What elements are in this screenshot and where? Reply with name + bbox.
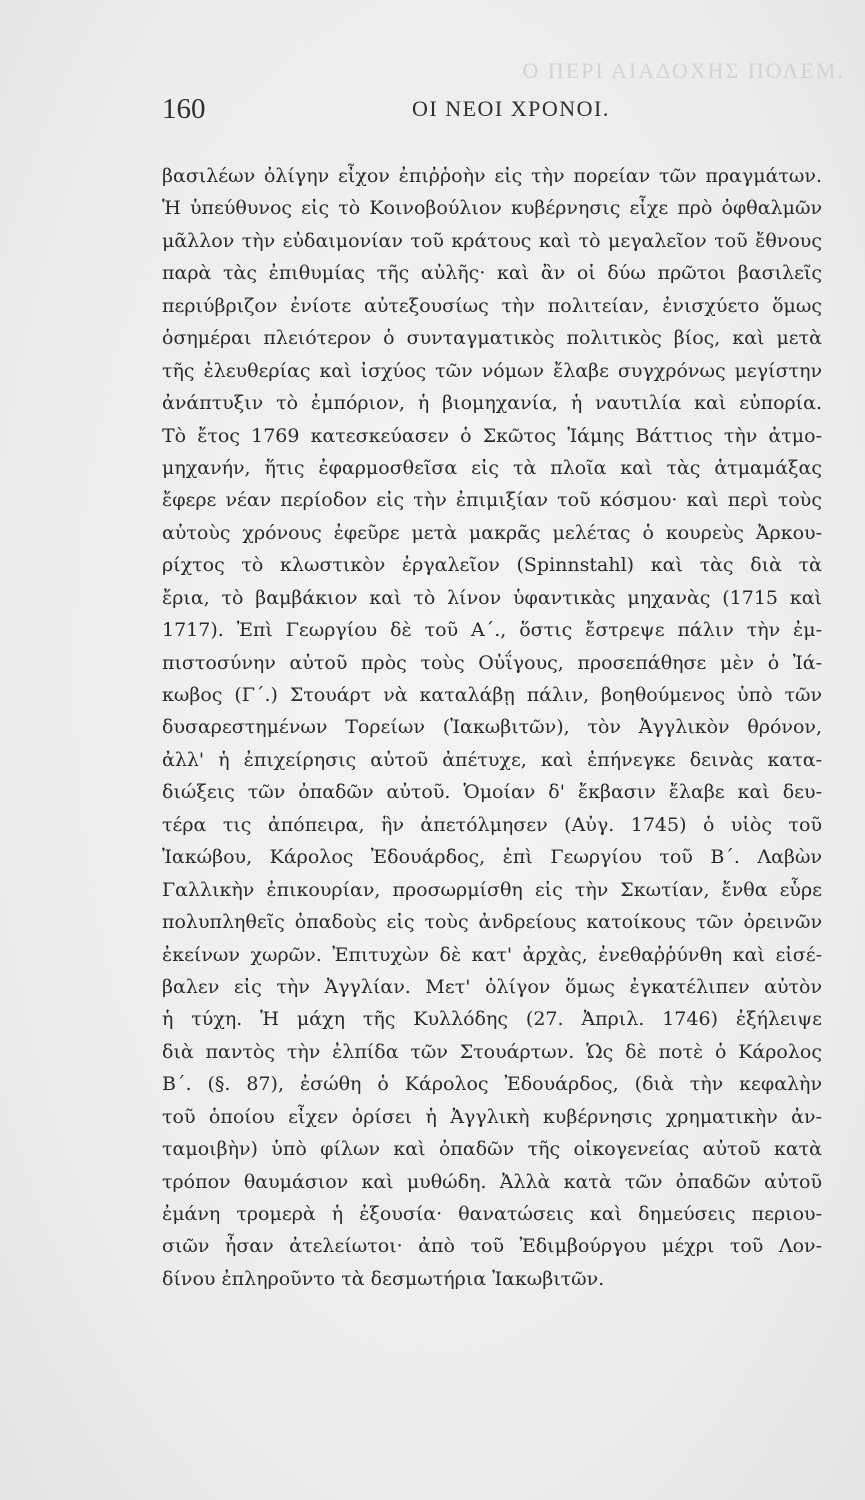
text-line: διώξεις τῶν ὀπαδῶν αὐτοῦ. Ὁμοίαν δ' ἔκβασιν ἔλαβε καὶ δευ- [162,781,822,804]
text-line: μηχανήν, ἥτις ἐφαρμοσθεῖσα εἰς τὰ πλοῖα καὶ τὰς ἁτμαμάξας [162,456,822,479]
running-title: ΟΙ ΝΕΟΙ ΧΡΟΝΟΙ. [412,96,610,121]
text-line: ὁσημέραι πλειότερον ὁ συνταγματικὸς πολιτικὸς βίος, καὶ μετὰ [162,327,822,350]
text-line: ἐμάνη τρομερὰ ἡ ἐξουσία· θανατώσεις καὶ δημεύσεις περιου- [162,1203,822,1225]
text-line: Ἡ ὑπεύθυνος εἰς τὸ Κοινοβούλιον κυβέρνησις εἶχε πρὸ ὀφθαλμῶν [162,197,822,220]
text-line: κωβος (Γ΄.) Στουάρτ νὰ καταλάβῃ πάλιν, βοηθούμενος ὑπὸ τῶν [162,684,822,706]
text-line: ἀνάπτυξιν τὸ ἐμπόριον, ἡ βιομηχανία, ἡ ναυτιλία καὶ εὐπορία. [162,392,822,415]
text-line: δίνου ἐπληροῦντο τὰ δεσμωτήρια Ἰακωβιτῶν. [162,1267,605,1290]
text-line: τρόπον θαυμάσιον καὶ μυθώδη. Ἀλλὰ κατὰ τῶν ὀπαδῶν αὐτοῦ [162,1170,822,1193]
text-line: αὐτοὺς χρόνους ἐφεῦρε μετὰ μακρᾶς μελέτας ὁ κουρεὺς Ἀρκου- [162,521,822,544]
text-line: πολυπληθεῖς ὀπαδοὺς εἰς τοὺς ἀνδρείους κατοίκους τῶν ὀρεινῶν [162,911,822,934]
text-line: περιύβριζον ἐνίοτε αὐτεξουσίως τὴν πολιτείαν, ἐνισχύετο ὅμως [162,294,822,317]
body-text [162,160,822,1295]
text-line: 1717). Ἐπὶ Γεωργίου δὲ τοῦ Α΄., ὅστις ἔστρεψε πάλιν τὴν ἐμ- [162,619,822,642]
text-line: Γαλλικὴν ἐπικουρίαν, προσωρμίσθη εἰς τὴν Σκωτίαν, ἔνθα εὗρε [162,878,822,901]
text-line: σιῶν ἦσαν ἀτελείωτοι· ἀπὸ τοῦ Ἐδιμβούργου μέχρι τοῦ Λον- [162,1235,822,1258]
text-line: βαλεν εἰς τὴν Ἀγγλίαν. Μετ' ὀλίγον ὅμως ἐγκατέλιπεν αὐτὸν [162,975,822,998]
text-line: μᾶλλον τὴν εὐδαιμονίαν τοῦ κράτους καὶ τὸ μεγαλεῖον τοῦ ἔθνους [162,229,822,252]
text-line: παρὰ τὰς ἐπιθυμίας τῆς αὐλῆς· καὶ ἂν οἱ δύω πρῶτοι βασιλεῖς [162,262,822,285]
text-line: βασιλέων ὀλίγην εἶχον ἐπιῤῥοὴν εἰς τὴν πορείαν τῶν πραγμάτων. [162,165,822,187]
text-line: ἀλλ' ἡ ἐπιχείρησις αὐτοῦ ἀπέτυχε, καὶ ἐπήνεγκε δεινὰς κατα- [162,748,822,771]
text-line: πιστοσύνην αὐτοῦ πρὸς τοὺς Οὐΐγους, προσεπάθησε μὲν ὁ Ἰά- [162,651,822,674]
text-line: Ἰακώβου, Κάρολος Ἐδουάρδος, ἐπὶ Γεωργίου τοῦ Β΄. Λαβὼν [162,846,822,869]
page-header [162,93,820,123]
facing-page-bleedthrough: Ο ΠΕΡΙ ΑΙΑΔΟΧΗΣ ΠΟΛΕΜ. [522,58,845,83]
text-line: ἡ τύχη. Ἡ μάχη τῆς Κυλλόδης (27. Ἀπριλ. 1746) ἐξήλειψε [162,1008,822,1031]
text-line: τέρα τις ἀπόπειρα, ἣν ἀπετόλμησεν (Αὐγ. 1745) ὁ υἱὸς τοῦ [162,813,822,836]
page-number: 160 [162,93,206,125]
text-line: διὰ παντὸς τὴν ἐλπίδα τῶν Στουάρτων. Ὡς δὲ ποτὲ ὁ Κάρολος [162,1040,822,1063]
text-line: δυσαρεστημένων Τορείων (Ἰακωβιτῶν), τὸν Ἀγγλικὸν θρόνον, [162,716,822,739]
text-line: ἔφερε νέαν περίοδον εἰς τὴν ἐπιμιξίαν τοῦ κόσμου· καὶ περὶ τοὺς [162,489,822,512]
text-line: Τὸ ἔτος 1769 κατεσκεύασεν ὁ Σκῶτος Ἰάμης Βάττιος τὴν ἀτμο- [162,424,822,447]
text-line: ἐκείνων χωρῶν. Ἐπιτυχὼν δὲ κατ' ἀρχὰς, ἐνεθαῤῥύνθη καὶ εἰσέ- [162,943,822,966]
text-line: τῆς ἐλευθερίας καὶ ἰσχύος τῶν νόμων ἔλαβε συγχρόνως μεγίστην [162,359,822,382]
text-line: ταμοιβὴν) ὑπὸ φίλων καὶ ὀπαδῶν τῆς οἰκογενείας αὐτοῦ κατὰ [162,1138,822,1161]
text-line: ἔρια, τὸ βαμβάκιον καὶ τὸ λίνον ὑφαντικὰς μηχανὰς (1715 καὶ [162,586,822,609]
text-line: Β΄. (§. 87), ἐσώθη ὁ Κάρολος Ἐδουάρδος, (διὰ τὴν κεφαλὴν [162,1073,822,1096]
text-line: τοῦ ὁποίου εἶχεν ὁρίσει ἡ Ἀγγλικὴ κυβέρνησις χρηματικὴν ἀν- [162,1105,822,1128]
text-line: ρίχτος τὸ κλωστικὸν ἐργαλεῖον (Spinnstahl) καὶ τὰς διὰ τὰ [162,554,822,577]
